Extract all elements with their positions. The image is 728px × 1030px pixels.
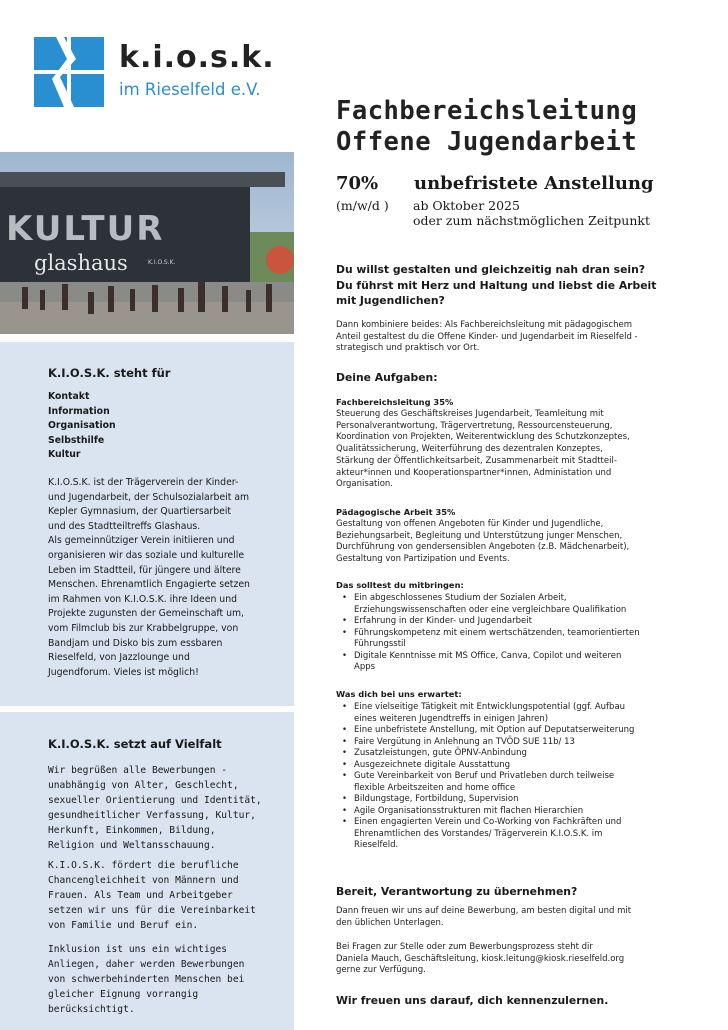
tasks-heading: Deine Aufgaben: <box>336 371 438 384</box>
logo-wordmark: k.i.o.s.k. <box>119 40 275 75</box>
job-title <box>336 96 637 158</box>
photo-sign-sub: glashaus <box>34 251 128 275</box>
photo-sign-main: KULTUR <box>6 209 165 249</box>
list-item: • Gute Vereinbarkeit von Beruf und Privatleben durch teilweise flexible Arbeitszeiten and home office <box>336 771 634 794</box>
job-title-line2: Offene Jugendarbeit <box>336 127 638 157</box>
offers-list <box>336 702 634 852</box>
job-percentage: 70% <box>336 173 379 194</box>
job-start: ab Oktober 2025 oder zum nächstmöglichen Zeitpunkt <box>413 198 650 228</box>
list-item: • Ein abgeschlossenes Studium der Sozialen Arbeit, Erziehungswissenschaften oder eine vergleichbare Qualifikation <box>336 593 640 616</box>
closing-text: Wir freuen uns darauf, dich kennenzulernen. <box>336 994 609 1007</box>
list-item: • Führungskompetenz mit einem wertschätzenden, teamorientierten Führungsstil <box>336 628 640 651</box>
offers-title: Was dich bei uns erwartet: <box>336 689 462 699</box>
mission-value: Kontakt <box>48 391 90 402</box>
requirements-list <box>336 593 640 674</box>
list-item: • Faire Vergütung in Anlehnung an TVÖD SUE 11b/ 13 <box>336 737 634 749</box>
list-item: • Agile Organisationsstrukturen mit flachen Hierarchien <box>336 806 634 818</box>
job-gender: (m/w/d ) <box>336 198 389 213</box>
panel-mission-heading: K.I.O.S.K. steht für <box>48 366 171 380</box>
task2-title: Pädagogische Arbeit 35% <box>336 507 456 517</box>
mission-value: Selbsthilfe <box>48 434 105 446</box>
contact-text: Bei Fragen zur Stelle oder zum Bewerbungsprozess steht dir Daniela Mauch, Geschäftsleitung, kiosk.leitung@kiosk.rieselfeld.org gerne zur Verfügung. <box>336 942 625 976</box>
photo-sign-small: K.I.O.S.K. <box>148 259 176 266</box>
diversity-paragraph-3: Inklusion ist uns ein wichtiges Anliegen, daher werden Bewerbungen von schwerbehinderten Menschen bei gleicher Eignung vorrangig berücksichtigt. <box>48 944 245 1016</box>
logo-subtitle: im Rieselfeld e.V. <box>119 80 261 99</box>
list-item: • Digitale Kenntnisse mit MS Office, Canva, Copilot und weiteren Apps <box>336 651 640 674</box>
task1-title: Fachbereichsleitung 35% <box>336 397 454 407</box>
list-item: • Einen engagierten Verein und Co-Working von Fachkräften und Ehrenamtlichen des Vorstandes/ Trägerverein K.I.O.S.K. im Rieselfeld. <box>336 817 634 852</box>
mission-value: Information <box>48 405 110 417</box>
mission-values-list <box>48 390 116 463</box>
umbrella-shape <box>266 246 294 274</box>
mission-value: Organisation <box>48 420 116 431</box>
glashaus-photo <box>0 152 294 334</box>
intro-text: Dann kombiniere beides: Als Fachbereichsleitung mit pädagogischem Anteil gestaltest du die Offene Kinder- und Jugendarbeit im Rieselfeld - strategisch und praktisch vor Ort. <box>336 320 638 354</box>
task2-text: Gestaltung von offenen Angeboten für Kinder und Jugendliche, Beziehungsarbeit, Begleitung und Unterstützung junger Menschen, Durchführung von gendersensiblen Angeboten (z.B. Mädchenarbeit), Gestaltung von Partizipation und Events. <box>336 519 630 565</box>
diversity-paragraph-2: K.I.O.S.K. fördert die berufliche Chancengleichheit von Männern und Frauen. Als Team und Arbeitgeber setzen wir uns für die Vereinbarkeit von Familie und Beruf ein. <box>48 860 256 932</box>
intro-heading: Du willst gestalten und gleichzeitig nah dran sein? Du führst mit Herz und Haltung und liebst die Arbeit mit Jugendlichen? <box>336 263 657 307</box>
apply-heading: Bereit, Verantwortung zu übernehmen? <box>336 885 578 898</box>
job-contract: unbefristete Anstellung <box>414 173 654 194</box>
requirements-title: Das solltest du mitbringen: <box>336 580 464 590</box>
apply-text: Dann freuen wir uns auf deine Bewerbung, am besten digital und mit den üblichen Unterlagen. <box>336 906 632 928</box>
job-title-line1: Fachbereichsleitung <box>336 96 638 126</box>
task1-text: Steuerung des Geschäftskreises Jugendarbeit, Teamleitung mit Personalverantwortung, Trägervertretung, Ressourcensteuerung, Koordination von Projekten, Weiterentwicklung des Schutzkonzeptes, Qualitätssicherung, Weiterführung des dezentralen Konzeptes, Stärkung der Öffentlichkeitsarbeit, Zusammenarbeit mit Stadtteil- akteur*innen und Kooperationspartner*innen, Administation und Organisation. <box>336 409 630 490</box>
panel-mission-body: K.I.O.S.K. ist der Trägerverein der Kinder- und Jugendarbeit, der Schulsozialarbeit am Kepler Gymnasium, der Quartiersarbeit und des Stadtteiltreffs Glashaus. Als gemeinnütziger Verein initiieren und organisieren wir das soziale und kulturelle Leben im Stadtteil, für jüngere und ältere Menschen. Ehrenamtlich Engagierte setzen im Rahmen von K.I.O.S.K. ihre Ideen und Projekte zugunsten der Gemeinschaft um, vom Filmclub bis zur Krabbelgruppe, von Bandjam und Disko bis zum essbaren Rieselfeld, von Jazzlounge und Jugendforum. Vieles ist möglich! <box>48 477 250 678</box>
list-item: • Zusatzleistungen, gute ÖPNV-Anbindung <box>336 748 634 760</box>
list-item: • Ausgezeichnete digitale Ausstattung <box>336 760 634 772</box>
panel-diversity-heading: K.I.O.S.K. setzt auf Vielfalt <box>48 737 222 751</box>
diversity-paragraph-1: Wir begrüßen alle Bewerbungen - unabhängig von Alter, Geschlecht, sexueller Orientierung und Identität, gesundheitlicher Verfassung, Kultur, Herkunft, Einkommen, Bildung, Religion und Weltansschauung. <box>48 765 262 852</box>
kiosk-logo-icon <box>34 37 104 107</box>
list-item: • Bildungstage, Fortbildung, Supervision <box>336 794 634 806</box>
list-item: • Eine unbefristete Anstellung, mit Option auf Deputatserweiterung <box>336 725 634 737</box>
list-item: • Eine vielseitige Tätigkeit mit Entwicklungspotential (ggf. Aufbau eines weiteren Jugendtreffs in einigen Jahren) <box>336 702 634 725</box>
mission-value: Kultur <box>48 449 81 460</box>
list-item: • Erfahrung in der Kinder- und Jugendarbeit <box>336 616 640 628</box>
